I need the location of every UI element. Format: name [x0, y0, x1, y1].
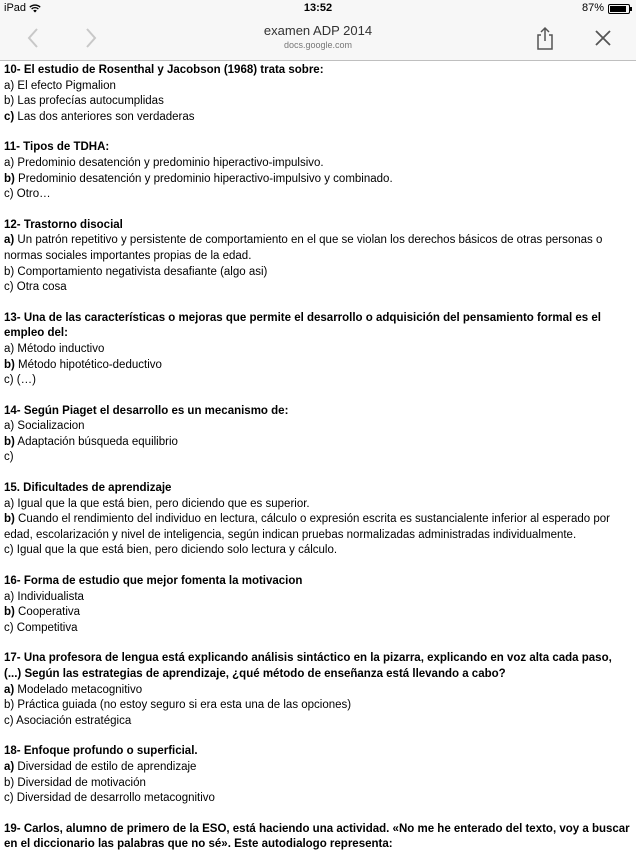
option-text: Individualista: [14, 590, 84, 603]
option-letter: b): [4, 699, 15, 712]
option-letter: b): [4, 776, 15, 789]
question-title: 10- El estudio de Rosenthal y Jacobson (1968) trata sobre:: [4, 64, 324, 76]
status-bar: [0, 0, 636, 17]
option-text: Comportamiento negativista desafiante (algo asi): [14, 265, 268, 278]
answer-option: [4, 94, 632, 110]
question-title: 14- Según Piaget el desarrollo es un mecanismo de:: [4, 404, 289, 417]
answer-option: [4, 342, 632, 358]
answer-option: [4, 172, 632, 188]
option-text: Un patrón repetitivo y persistente de comportamiento en el que se violan los derechos básicos de otras personas o normas sociales importantes propias de la edad.: [4, 234, 603, 262]
option-letter: a): [4, 590, 15, 603]
clock: 13:52: [303, 2, 333, 14]
option-text: El efecto Pigmalion: [14, 79, 116, 92]
option-text: Cuando el rendimiento del individuo en lectura, cálculo o expresión escrita es sustancialente inferior al esperado por edad, escolarización y nivel de inteligencia, según indican pruebas normalizadas administradas individualmente.: [4, 513, 611, 541]
question-block: [4, 651, 632, 729]
option-letter: c): [4, 621, 14, 634]
answer-option: [4, 280, 632, 296]
question-block: [4, 311, 632, 389]
option-letter: b): [4, 606, 15, 619]
question-title: 16- Forma de estudio que mejor fomenta la motivacion: [4, 575, 303, 588]
share-icon: [532, 25, 558, 51]
option-text: (…): [13, 374, 36, 387]
document-content: [4, 63, 632, 868]
question-title: 17- Una profesora de lengua está explicando análisis sintáctico en la pizarra, explicando en voz alta cada paso, (...) Según las estrategias de aprendizaje, ¿qué método de enseñanza está llevando a cabo?: [4, 652, 612, 680]
answer-option: [4, 419, 632, 435]
option-text: Modelado metacognitivo: [14, 683, 143, 696]
answer-option: [4, 373, 632, 389]
option-text: Método inductivo: [14, 342, 105, 355]
option-text: Práctica guiada (no estoy seguro si era esta una de las opciones): [14, 699, 352, 712]
answer-option: [4, 187, 632, 203]
question-title: 15. Dificultades de aprendizaje: [4, 482, 172, 495]
answer-option: [4, 435, 632, 451]
option-letter: c): [4, 792, 14, 805]
option-text: Otro…: [13, 188, 51, 201]
answer-option: [4, 110, 632, 126]
option-letter: c): [4, 544, 14, 557]
option-text: Método hipotético-deductivo: [14, 358, 162, 371]
option-letter: c): [4, 281, 14, 294]
option-letter: a): [4, 156, 15, 169]
answer-option: [4, 605, 632, 621]
option-letter: a): [4, 760, 15, 773]
question-title: 18- Enfoque profundo o superficial.: [4, 745, 198, 758]
question-block: [4, 574, 632, 636]
status-right: [582, 0, 630, 17]
option-text: Igual que la que está bien, pero diciendo solo lectura y cálculo.: [13, 544, 338, 557]
answer-option: [4, 156, 632, 172]
option-letter: b): [4, 435, 15, 448]
question-title: 19- Carlos, alumno de primero de la ESO, está haciendo una actividad. «No me he enterado del texto, voy a buscar en el diccionario las palabras que no sé». Este autodialogo representa:: [4, 822, 630, 851]
option-letter: b): [4, 513, 15, 526]
option-letter: c): [4, 188, 14, 201]
question-block: [4, 140, 632, 202]
answer-option: [4, 79, 632, 95]
answer-option: [4, 590, 632, 606]
close-icon: [590, 25, 616, 51]
question-block: [4, 63, 632, 125]
question-title: 13- Una de las características o mejoras que permite el desarrollo o adquisición del pensamiento formal es el empleo del:: [4, 311, 601, 340]
answer-option: [4, 497, 632, 513]
option-letter: c): [4, 714, 14, 727]
share-button[interactable]: [532, 25, 558, 51]
option-text: Igual que la que está bien, pero diciendo que es superior.: [14, 497, 310, 510]
option-text: Predominio desatención y predominio hiperactivo-impulsivo.: [14, 156, 324, 169]
close-button[interactable]: [590, 25, 616, 51]
option-letter: b): [4, 172, 15, 185]
option-text: Asociación estratégica: [13, 714, 132, 727]
option-letter: c): [4, 374, 14, 387]
option-text: Las profecías autocumplidas: [14, 95, 164, 108]
answer-option: [4, 450, 632, 466]
option-text: Predominio desatención y predominio hiperactivo-impulsivo y combinado.: [14, 172, 393, 185]
question-block: [4, 481, 632, 559]
option-text: Competitiva: [13, 621, 78, 634]
answer-option: [4, 760, 632, 776]
option-text: Socializacion: [14, 420, 85, 433]
question-title: 11- Tipos de TDHA:: [4, 141, 110, 154]
answer-option: [4, 791, 632, 807]
option-letter: b): [4, 95, 15, 108]
question-title: 12- Trastorno disocial: [4, 218, 123, 231]
option-letter: a): [4, 79, 15, 92]
answer-option: [4, 776, 632, 792]
page-title: examen ADP 2014: [263, 23, 373, 38]
answer-option: [4, 358, 632, 374]
option-letter: a): [4, 342, 15, 355]
answer-option: [4, 233, 632, 264]
answer-option: [4, 265, 632, 281]
option-text: Diversidad de motivación: [14, 776, 146, 789]
option-letter: b): [4, 265, 15, 278]
answer-option: [4, 543, 632, 559]
answer-option: [4, 714, 632, 730]
option-letter: a): [4, 420, 15, 433]
option-text: Diversidad de desarrollo metacognitivo: [13, 792, 215, 805]
question-block: [4, 822, 632, 853]
battery-percent: 87%: [581, 2, 604, 14]
option-text: Cooperativa: [14, 606, 81, 619]
option-letter: b): [4, 358, 15, 371]
answer-option: [4, 683, 632, 699]
answer-option: [4, 698, 632, 714]
option-letter: a): [4, 234, 15, 247]
battery-icon: [608, 4, 630, 14]
option-text: Diversidad de estilo de aprendizaje: [14, 760, 197, 773]
question-block: [4, 218, 632, 296]
answer-option: [4, 512, 632, 543]
option-letter: a): [4, 683, 15, 696]
answer-option: [4, 621, 632, 637]
browser-navbar: [0, 17, 636, 61]
option-letter: a): [4, 497, 15, 510]
question-block: [4, 744, 632, 806]
option-text: Las dos anteriores son verdaderas: [14, 110, 195, 123]
question-block: [4, 404, 632, 466]
option-text: Adaptación búsqueda equilibrio: [14, 435, 178, 448]
option-letter: c): [4, 451, 14, 464]
page-url: docs.google.com: [283, 40, 353, 50]
option-letter: c): [4, 110, 15, 123]
device-name: iPad: [4, 2, 27, 14]
option-text: Otra cosa: [13, 281, 67, 294]
